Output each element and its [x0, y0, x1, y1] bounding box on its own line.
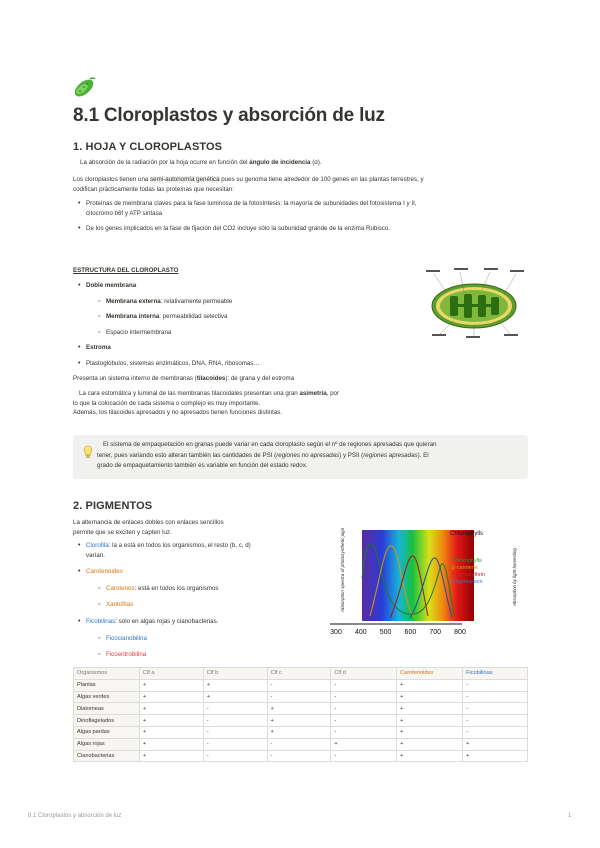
- doble-membrana: Doble membrana: [86, 282, 137, 289]
- table-cell: +: [267, 703, 331, 715]
- table-cell: +: [331, 738, 397, 750]
- sublist: [96, 297, 416, 338]
- membrana-externa-label: Membrana externa: [106, 297, 161, 305]
- genome-text-a: Los cloroplastos tienen una: [73, 176, 149, 183]
- table-cell: +: [139, 726, 203, 738]
- list-item: [96, 297, 416, 307]
- table-row-header: Plantas: [74, 679, 140, 691]
- table-row: [74, 738, 528, 750]
- table-cell: -: [463, 726, 528, 738]
- x-tick-label: 500: [379, 629, 392, 636]
- ficoeritrobilina-label: Ficoeritrobilina: [106, 651, 147, 659]
- table-cell: +: [397, 750, 463, 762]
- list-item-text: Proteínas de membrana claves para la fase luminosa de la fotosíntesis: la mayoría de subunidades del fotosistema I y II,: [86, 200, 417, 207]
- table-cell: -: [203, 703, 267, 715]
- table-header-cell: Clf d: [331, 668, 397, 680]
- table-cell: +: [397, 738, 463, 750]
- list-item: [76, 343, 416, 353]
- list-item: [96, 634, 316, 644]
- pigmentos-intro-2: permite que se exciten y capten luz.: [73, 528, 172, 536]
- chart-title: Chlorophylls: [450, 531, 484, 537]
- sublist: [96, 584, 316, 610]
- list-item-text: De los genes implicados en la fase de fijación del CO2 incluye sólo la subunidad grande de la enzima Rubisco.: [86, 225, 391, 233]
- callout-line-2c: ) y PSII (: [339, 451, 364, 459]
- table-cell: -: [331, 691, 397, 703]
- list-item: [76, 281, 416, 337]
- legend-carotene: β-carotene: [452, 565, 478, 571]
- table-cell: -: [267, 738, 331, 750]
- list-item: [76, 541, 316, 560]
- table-cell: +: [139, 703, 203, 715]
- tilacoides-term: tilacoides: [196, 375, 226, 382]
- protein-list: [76, 199, 536, 234]
- ficobilinas-text: : solo en algas rojas y cianobacterias.: [115, 617, 219, 625]
- table-cell: +: [463, 750, 528, 762]
- table-cell: -: [463, 715, 528, 727]
- callout-line-2d: regiones apresadas: [363, 451, 418, 459]
- table-cell: -: [331, 726, 397, 738]
- table-row: [74, 703, 528, 715]
- estructura-list: [76, 281, 416, 369]
- x-tick-label: 700: [429, 629, 442, 636]
- intro-text: La absorción de la radiación por la hoja ocurre en función del: [80, 159, 248, 166]
- table-cell: -: [463, 691, 528, 703]
- list-item: [76, 224, 536, 234]
- table-header-cell: Clf a: [139, 668, 203, 680]
- legend-phycoerythrin: Phycoerythrin: [452, 572, 485, 578]
- cara-comma: , por: [326, 390, 340, 397]
- table-cell: -: [463, 679, 528, 691]
- ficobilinas-label: Ficobilinas: [86, 617, 116, 625]
- callout-text: [97, 440, 525, 472]
- ademas-text: Además, los tilacoides apresados y no apresados tienen funciones distintas.: [73, 409, 283, 417]
- y-axis-label: Absorption spectra of photosynthetic pigments: [340, 528, 345, 612]
- table-row-header: Dinoflagelados: [74, 715, 140, 727]
- page-number: 1: [568, 813, 572, 819]
- table-row-header: Algas verdes: [74, 691, 140, 703]
- table-cell: -: [267, 750, 331, 762]
- list-item: [96, 328, 416, 338]
- table-row: [74, 715, 528, 727]
- table-header-cell: Carotenoides: [397, 668, 463, 680]
- legend-phycocyanin: Phycocyanin: [452, 579, 483, 585]
- list-item-text: citocromo b6f y ATP sintasa: [86, 209, 163, 217]
- table-cell: +: [267, 715, 331, 727]
- sublist: [96, 634, 316, 660]
- table-cell: -: [267, 691, 331, 703]
- membrana-interna-label: Membrana interna: [106, 313, 160, 321]
- cara-text-2: lo que la colocación de cada sistema o complejo es muy importante.: [73, 399, 261, 407]
- list-item: [76, 567, 316, 610]
- pigmentos-list: [76, 541, 316, 660]
- table-cell: +: [203, 691, 267, 703]
- chloroplast-diagram: [420, 268, 528, 340]
- table-row-header: Algas rojas: [74, 738, 140, 750]
- intro-end: (α).: [312, 159, 322, 166]
- table-row: [74, 679, 528, 691]
- pigmentos-intro: [73, 518, 313, 537]
- angle-term: ángulo de incidencia: [249, 159, 311, 166]
- list-item: [96, 312, 416, 322]
- x-tick-label: 800: [454, 629, 466, 636]
- list-item: [96, 600, 316, 610]
- table-row-header: Algas pardas: [74, 726, 140, 738]
- callout-line-2a: tener, pues variando esto alteran también las cantidades de PSI (: [97, 451, 277, 459]
- table-row: [74, 750, 528, 762]
- clorofila-text: : la a está en todos los organismos, el resto (b, c, d): [108, 542, 251, 549]
- table-cell: -: [267, 679, 331, 691]
- table-cell: +: [397, 679, 463, 691]
- section-heading-hoja: 1. HOJA Y CLOROPLASTOS: [73, 141, 223, 153]
- x-tick-label: 600: [404, 629, 417, 636]
- table-cell: -: [331, 679, 397, 691]
- clorofila-text-2: varían.: [86, 551, 105, 559]
- callout-line-3: grado de empaquetamiento también es variable en función del estado redox.: [97, 462, 308, 470]
- clorofila-label: Clorofila: [86, 542, 109, 549]
- callout-box: [73, 435, 528, 479]
- y-axis-label-right: Absorption by light-harvesting: [512, 548, 517, 606]
- table-cell: +: [139, 715, 203, 727]
- table-row-header: Diatomeas: [74, 703, 140, 715]
- tilacoides-paragraph: [73, 374, 433, 384]
- asimetria-term: asimetría: [299, 390, 327, 397]
- table-cell: +: [139, 679, 203, 691]
- table-cell: -: [203, 750, 267, 762]
- genome-text-b: pues su genoma tiene alrededor de 100 genes en las plantas terrestres, y: [221, 176, 424, 183]
- table-cell: -: [463, 703, 528, 715]
- presenta-end: ): de grana y del estroma: [225, 375, 295, 382]
- list-item: [76, 359, 416, 369]
- table-cell: +: [397, 715, 463, 727]
- table-cell: +: [397, 691, 463, 703]
- estructura-heading: ESTRUCTURA DEL CLOROPLASTO: [73, 267, 179, 274]
- espacio-intermembrana: Espacio intermembrana: [106, 328, 172, 336]
- membrana-externa-text: : relativamente permeable: [160, 297, 233, 305]
- presenta-text: Presenta un sistema interno de membranas (: [73, 375, 197, 382]
- callout-line-1: El sistema de empaquetación en granas puede variar en cada cloroplasto según el nº de regiones apresadas que quieran: [103, 441, 437, 448]
- page-title: 8.1 Cloroplastos y absorción de luz: [73, 105, 385, 126]
- table-header-cell: Clf c: [267, 668, 331, 680]
- table-header-cell: Organismos: [74, 668, 140, 680]
- table-cell: +: [139, 750, 203, 762]
- list-item: [96, 650, 316, 660]
- table-cell: -: [203, 715, 267, 727]
- table-cell: +: [463, 738, 528, 750]
- genome-highlight: semi-autonomía genética: [150, 176, 220, 183]
- section-heading-pigmentos: 2. PIGMENTOS: [73, 500, 153, 512]
- table-cell: +: [203, 679, 267, 691]
- carotenoides-label: Carotenoides: [86, 568, 123, 576]
- absorption-chart: [330, 528, 530, 640]
- table-cell: +: [397, 703, 463, 715]
- table-cell: +: [139, 691, 203, 703]
- genome-paragraph: [73, 175, 533, 194]
- table-row: [74, 726, 528, 738]
- table-cell: -: [331, 750, 397, 762]
- list-item: [76, 199, 536, 218]
- organisms-table: [73, 667, 528, 762]
- intro-paragraph: [80, 158, 530, 168]
- table-header-row: [74, 668, 528, 680]
- carotenos-label: Carotenos: [106, 584, 135, 592]
- ficocianobilina-label: Ficocianobilina: [106, 634, 147, 642]
- x-tick-label: 300: [330, 629, 342, 636]
- legend-chlorophylls: Chlorophylls: [452, 558, 482, 564]
- footer-title: 8.1 Cloroplastos y absorción de luz: [28, 813, 122, 819]
- plastoglobulos: Plastoglóbulos, sistemas enzimáticos, DNA, RNA, ribosomas…: [86, 359, 260, 367]
- table-row: [74, 691, 528, 703]
- table-cell: +: [267, 726, 331, 738]
- cucumber-icon: [71, 75, 97, 99]
- estroma: Estroma: [86, 344, 111, 352]
- callout-line-2b: regiones no apresadas: [276, 451, 340, 459]
- cara-text: La cara estomática y luminal de las membranas tilacoidales presentan una gran: [79, 390, 298, 397]
- table-cell: -: [203, 726, 267, 738]
- carotenos-text: : está en todos los organismos: [134, 584, 219, 592]
- table-row-header: Cianobacterias: [74, 750, 140, 762]
- pigmentos-intro-1: La alternancia de enlaces dobles con enlaces sencillos: [73, 519, 224, 526]
- table-cell: -: [203, 738, 267, 750]
- genome-text-c: codifican prácticamente todas las proteínas que necesitan:: [73, 185, 234, 193]
- list-item: [76, 617, 316, 660]
- table-cell: +: [397, 726, 463, 738]
- xantofilas-label: Xantofilas: [106, 601, 134, 609]
- table-cell: +: [139, 738, 203, 750]
- list-item: [96, 584, 316, 594]
- asimetria-paragraph: [73, 389, 433, 418]
- x-tick-label: 400: [354, 629, 367, 636]
- table-cell: -: [331, 703, 397, 715]
- table-cell: -: [331, 715, 397, 727]
- table-header-cell: Clf b: [203, 668, 267, 680]
- lightbulb-icon: [83, 445, 93, 459]
- table-header-cell: Ficobilinas: [463, 668, 528, 680]
- membrana-interna-text: : permeabilidad selectiva: [159, 313, 228, 321]
- callout-line-2e: ). El: [417, 451, 429, 459]
